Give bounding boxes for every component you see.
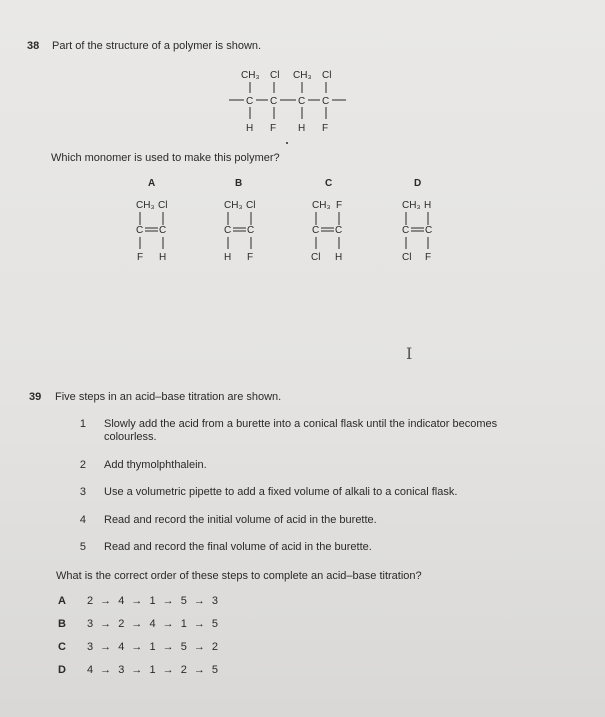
monomer-b-carbon-1: C: [224, 225, 232, 236]
polymer-bottom-group-2: F: [270, 123, 277, 134]
step-text: Read and record the final volume of acid in the burette.: [104, 541, 372, 553]
step-text: Use a volumetric pipette to add a fixed volume of alkali to a conical flask.: [104, 486, 458, 498]
question-38-prompt: Which monomer is used to make this polymer?: [51, 152, 280, 164]
monomer-a-bottom-left: F: [137, 252, 144, 263]
question-39-prompt: What is the correct order of these steps to complete an acid–base titration?: [56, 570, 422, 582]
question-38-number: 38: [27, 40, 40, 52]
monomer-a-letter: A: [148, 178, 156, 189]
monomer-a-carbon-2: C: [159, 225, 167, 236]
monomer-d-top-right: H: [424, 200, 432, 211]
monomer-option-c[interactable]: [311, 178, 342, 263]
step-number: 5: [79, 541, 86, 553]
step-text: Read and record the initial volume of acid in the burette.: [104, 514, 377, 526]
monomer-c-top-right: F: [336, 200, 343, 211]
monomer-option-a[interactable]: [136, 178, 167, 263]
monomer-c-bottom-right: H: [335, 252, 343, 263]
option-d-letter[interactable]: D: [58, 664, 66, 676]
monomer-b-letter: B: [235, 178, 243, 189]
monomer-d-top-left: CH₃: [402, 200, 421, 211]
option-a-letter[interactable]: A: [58, 595, 66, 607]
step-text-continued: colourless.: [104, 431, 157, 443]
monomer-b-top-left: CH₃: [224, 200, 243, 211]
polymer-bottom-group-4: F: [322, 123, 329, 134]
monomer-b-bottom-right: F: [247, 252, 254, 263]
monomer-b-bottom-left: H: [224, 252, 232, 263]
monomer-a-top-right: Cl: [158, 200, 168, 211]
monomer-d-bottom-right: F: [425, 252, 432, 263]
monomer-c-top-left: CH₃: [312, 200, 331, 211]
step-number: 1: [79, 418, 86, 430]
option-b-sequence[interactable]: 3 → 2 → 4 → 1 → 5: [87, 618, 219, 630]
option-a-sequence[interactable]: 2 → 4 → 1 → 5 → 3: [87, 595, 219, 607]
polymer-carbon-4: C: [322, 96, 330, 107]
option-d-sequence[interactable]: 4 → 3 → 1 → 2 → 5: [87, 664, 219, 676]
monomer-d-bottom-left: Cl: [402, 252, 412, 263]
monomer-b-top-right: Cl: [246, 200, 256, 211]
step-number: 2: [79, 459, 86, 471]
monomer-option-b[interactable]: [224, 178, 255, 263]
monomer-c-carbon-1: C: [312, 225, 320, 236]
monomer-c-carbon-2: C: [335, 225, 343, 236]
monomer-a-top-left: CH₃: [136, 200, 155, 211]
step-number: 3: [79, 486, 86, 498]
question-39-number: 39: [29, 391, 42, 403]
polymer-carbon-3: C: [298, 96, 306, 107]
polymer-top-group-3: CH₃: [293, 70, 312, 81]
polymer-bottom-group-3: H: [298, 123, 306, 134]
question-38-stem: Part of the structure of a polymer is shown.: [52, 40, 262, 52]
monomer-c-letter: C: [325, 178, 333, 189]
polymer-carbon-2: C: [270, 96, 278, 107]
polymer-top-group-1: CH₃: [241, 70, 260, 81]
monomer-b-carbon-2: C: [247, 225, 255, 236]
monomer-d-letter: D: [414, 178, 422, 189]
step-text: Add thymolphthalein.: [104, 459, 207, 471]
step-text: Slowly add the acid from a burette into a conical flask until the indicator becomes: [104, 418, 498, 430]
monomer-c-bottom-left: Cl: [311, 252, 321, 263]
monomer-option-d[interactable]: [402, 178, 432, 263]
option-c-sequence[interactable]: 3 → 4 → 1 → 5 → 2: [87, 641, 219, 653]
option-c-letter[interactable]: C: [58, 641, 66, 653]
polymer-top-group-2: Cl: [270, 70, 280, 81]
polymer-top-group-4: Cl: [322, 70, 332, 81]
polymer-bottom-group-1: H: [246, 123, 254, 134]
monomer-a-carbon-1: C: [136, 225, 144, 236]
monomer-d-carbon-2: C: [425, 225, 433, 236]
step-number: 4: [79, 514, 86, 526]
question-39-stem: Five steps in an acid–base titration are shown.: [55, 391, 282, 403]
polymer-carbon-1: C: [246, 96, 254, 107]
monomer-d-carbon-1: C: [402, 225, 410, 236]
text-cursor-icon: I: [406, 344, 413, 363]
monomer-a-bottom-right: H: [159, 252, 167, 263]
option-b-letter[interactable]: B: [58, 618, 66, 630]
